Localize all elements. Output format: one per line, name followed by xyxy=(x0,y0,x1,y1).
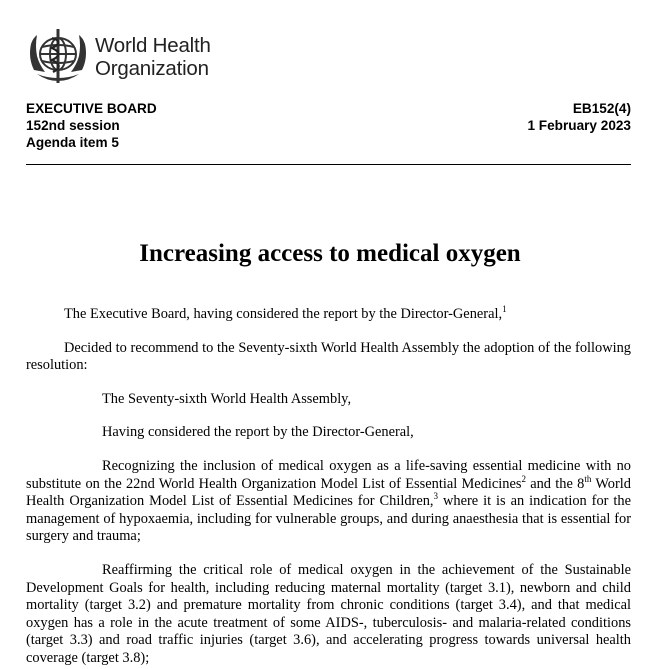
paragraph-3: The Seventy-sixth World Health Assembly, xyxy=(102,390,352,407)
agenda-item: Agenda item 5 xyxy=(26,135,119,150)
document-ref xyxy=(527,100,631,134)
footnote-ref-1[interactable]: 1 xyxy=(502,304,507,314)
paragraph-2: Decided to recommend to the Seventy-sixth World Health Assembly the adoption of the following resolution: xyxy=(26,339,631,374)
paragraph-5-part-c: World Health Organization Model List of Essential Medicines for Children, xyxy=(26,475,631,510)
paragraph-6 xyxy=(26,562,631,668)
logo-line-2: Organization xyxy=(95,57,209,80)
paragraph-5-part-a: Recognizing the inclusion of medical oxygen as a life-saving essential medicine with no substitute on the 22nd World Health Organization Model List of Essential Medicines xyxy=(26,457,631,492)
paragraph-1 xyxy=(26,306,631,324)
paragraph-4: Having considered the report by the Director-General, xyxy=(102,424,414,441)
document-title: Increasing access to medical oxygen xyxy=(139,240,521,267)
document-date: 1 February 2023 xyxy=(527,118,631,133)
paragraph-6-text: Reaffirming the critical role of medical oxygen in the achievement of the Sustainable Development Goals for health, including reducing maternal mortality (target 3.1), newborn and child mortality (target 3.2) and premature mortality from chronic conditions (target 3.4), and that medical oxygen has a role in the acute treatment of some AIDS-, tuberculosis- and malaria-related conditions (target 3.3) and road traffic injuries (target 3.6), and accelerating progress towards universal health coverage (target 3.8); xyxy=(26,561,631,666)
who-emblem-icon xyxy=(25,26,91,86)
session-number: 152nd session xyxy=(26,118,120,133)
paragraph-1-text: The Executive Board, having considered the report by the Director-General, xyxy=(64,306,503,322)
footnote-ref-3[interactable]: 3 xyxy=(433,491,439,502)
document-body xyxy=(26,306,631,668)
logo-line-1: World Health xyxy=(95,34,211,57)
who-logo xyxy=(25,26,225,86)
document-number: EB152(4) xyxy=(572,101,631,116)
paragraph-5 xyxy=(26,458,631,546)
header-divider xyxy=(26,164,631,165)
ordinal-suffix: th xyxy=(584,473,592,484)
edition-number: 8 xyxy=(577,475,585,492)
paragraph-5-part-b: and the xyxy=(525,475,578,492)
who-logo-text xyxy=(95,34,211,80)
paragraph-5-part-d: where it is an indication for the management of hypoxaemia, including for vulnerable groups, and during anaesthesia that is essential for surgery and trauma; xyxy=(26,493,631,545)
session-info xyxy=(26,100,157,151)
board-name: EXECUTIVE BOARD xyxy=(26,101,157,116)
footnote-ref-2[interactable]: 2 xyxy=(521,473,526,484)
